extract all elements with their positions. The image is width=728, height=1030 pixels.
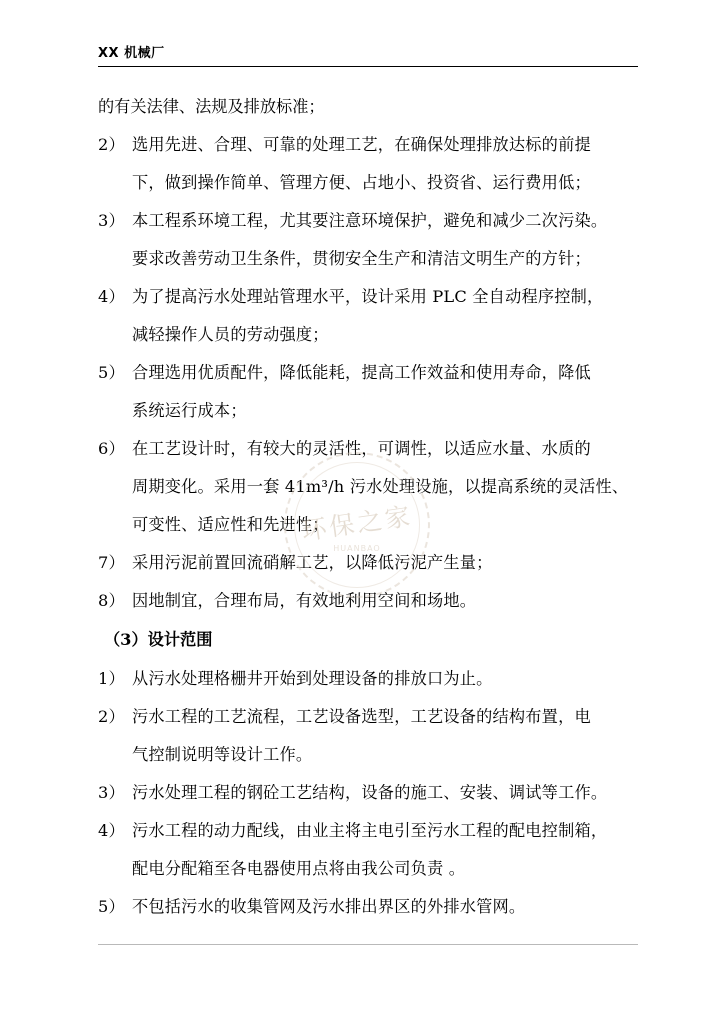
list-item-continuation <box>98 240 642 278</box>
list-text: 本工程系环境工程，尤其要注意环境保护，避免和减少二次污染。 <box>132 211 608 230</box>
list-marker: 8） <box>98 591 125 610</box>
list-item <box>98 812 642 850</box>
list-marker: 3） <box>98 783 125 802</box>
header-divider <box>98 66 638 67</box>
header-company-name: XX 机械厂 <box>98 46 165 61</box>
list-marker: 6） <box>98 439 125 458</box>
list-text: 减轻操作人员的劳动强度； <box>132 325 329 344</box>
list-item-continuation <box>98 850 642 888</box>
list-marker: 7） <box>98 553 125 572</box>
page-header <box>98 42 638 65</box>
watermark-subtext: HUANBAO <box>333 544 381 553</box>
list-text: 为了提高污水处理站管理水平，设计采用 PLC 全自动程序控制， <box>132 287 604 306</box>
list-item <box>98 430 642 468</box>
document-body <box>98 88 642 926</box>
list-item <box>98 278 642 316</box>
list-marker: 4） <box>98 287 125 306</box>
list-marker: 4） <box>98 821 125 840</box>
list-item <box>98 888 642 926</box>
section-heading: （3）设计范围 <box>104 630 213 649</box>
list-text: 可变性、适应性和先进性； <box>132 515 329 534</box>
list-text: 污水工程的工艺流程，工艺设备选型，工艺设备的结构布置，电 <box>132 707 591 726</box>
footer-divider <box>98 944 638 945</box>
list-item-continuation <box>98 506 642 544</box>
list-text: 选用先进、合理、可靠的处理工艺，在确保处理排放达标的前提 <box>132 135 591 154</box>
list-text: 污水处理工程的钢砼工艺结构，设备的施工、安装、调试等工作。 <box>132 783 608 802</box>
list-text: 要求改善劳动卫生条件，贯彻安全生产和清洁文明生产的方针； <box>132 249 591 268</box>
list-marker: 5） <box>98 897 125 916</box>
list-text: 不包括污水的收集管网及污水排出界区的外排水管网。 <box>132 897 526 916</box>
list-text: 从污水处理格栅井开始到处理设备的排放口为止。 <box>132 669 493 688</box>
lead-paragraph: 的有关法律、法规及排放标准； <box>98 97 325 116</box>
list-item-continuation <box>98 392 642 430</box>
list-item <box>98 126 642 164</box>
list-text: 采用污泥前置回流硝解工艺，以降低污泥产生量； <box>132 553 493 572</box>
list-item-continuation <box>98 316 642 354</box>
list-text: 在工艺设计时，有较大的灵活性，可调性，以适应水量、水质的 <box>132 439 591 458</box>
list-item <box>98 544 642 582</box>
list-text: 气控制说明等设计工作。 <box>132 745 313 764</box>
list-text: 下，做到操作简单、管理方便、占地小、投资省、运行费用低； <box>132 173 591 192</box>
list-marker: 2） <box>98 707 125 726</box>
list-text: 合理选用优质配件，降低能耗，提高工作效益和使用寿命，降低 <box>132 363 591 382</box>
list-marker: 5） <box>98 363 125 382</box>
list-text: 污水工程的动力配线，由业主将主电引至污水工程的配电控制箱， <box>132 821 608 840</box>
list-item <box>98 202 642 240</box>
list-text: 系统运行成本； <box>132 401 247 420</box>
list-text: 因地制宜，合理布局，有效地利用空间和场地。 <box>132 591 477 610</box>
list-item <box>98 582 642 620</box>
list-item <box>98 354 642 392</box>
list-text: 周期变化。采用一套 41m³/h 污水处理设施，以提高系统的灵活性、 <box>132 477 629 496</box>
list-marker: 2） <box>98 135 125 154</box>
list-item-continuation <box>98 164 642 202</box>
list-marker: 1） <box>98 669 125 688</box>
list-item <box>98 660 642 698</box>
watermark-text: 环保之家 <box>299 501 415 546</box>
list-item-continuation <box>98 468 642 506</box>
list-item <box>98 774 642 812</box>
list-text: 配电分配箱至各电器使用点将由我公司负责 。 <box>132 859 466 878</box>
list-item <box>98 698 642 736</box>
list-item-continuation <box>98 736 642 774</box>
list-marker: 3） <box>98 211 125 230</box>
